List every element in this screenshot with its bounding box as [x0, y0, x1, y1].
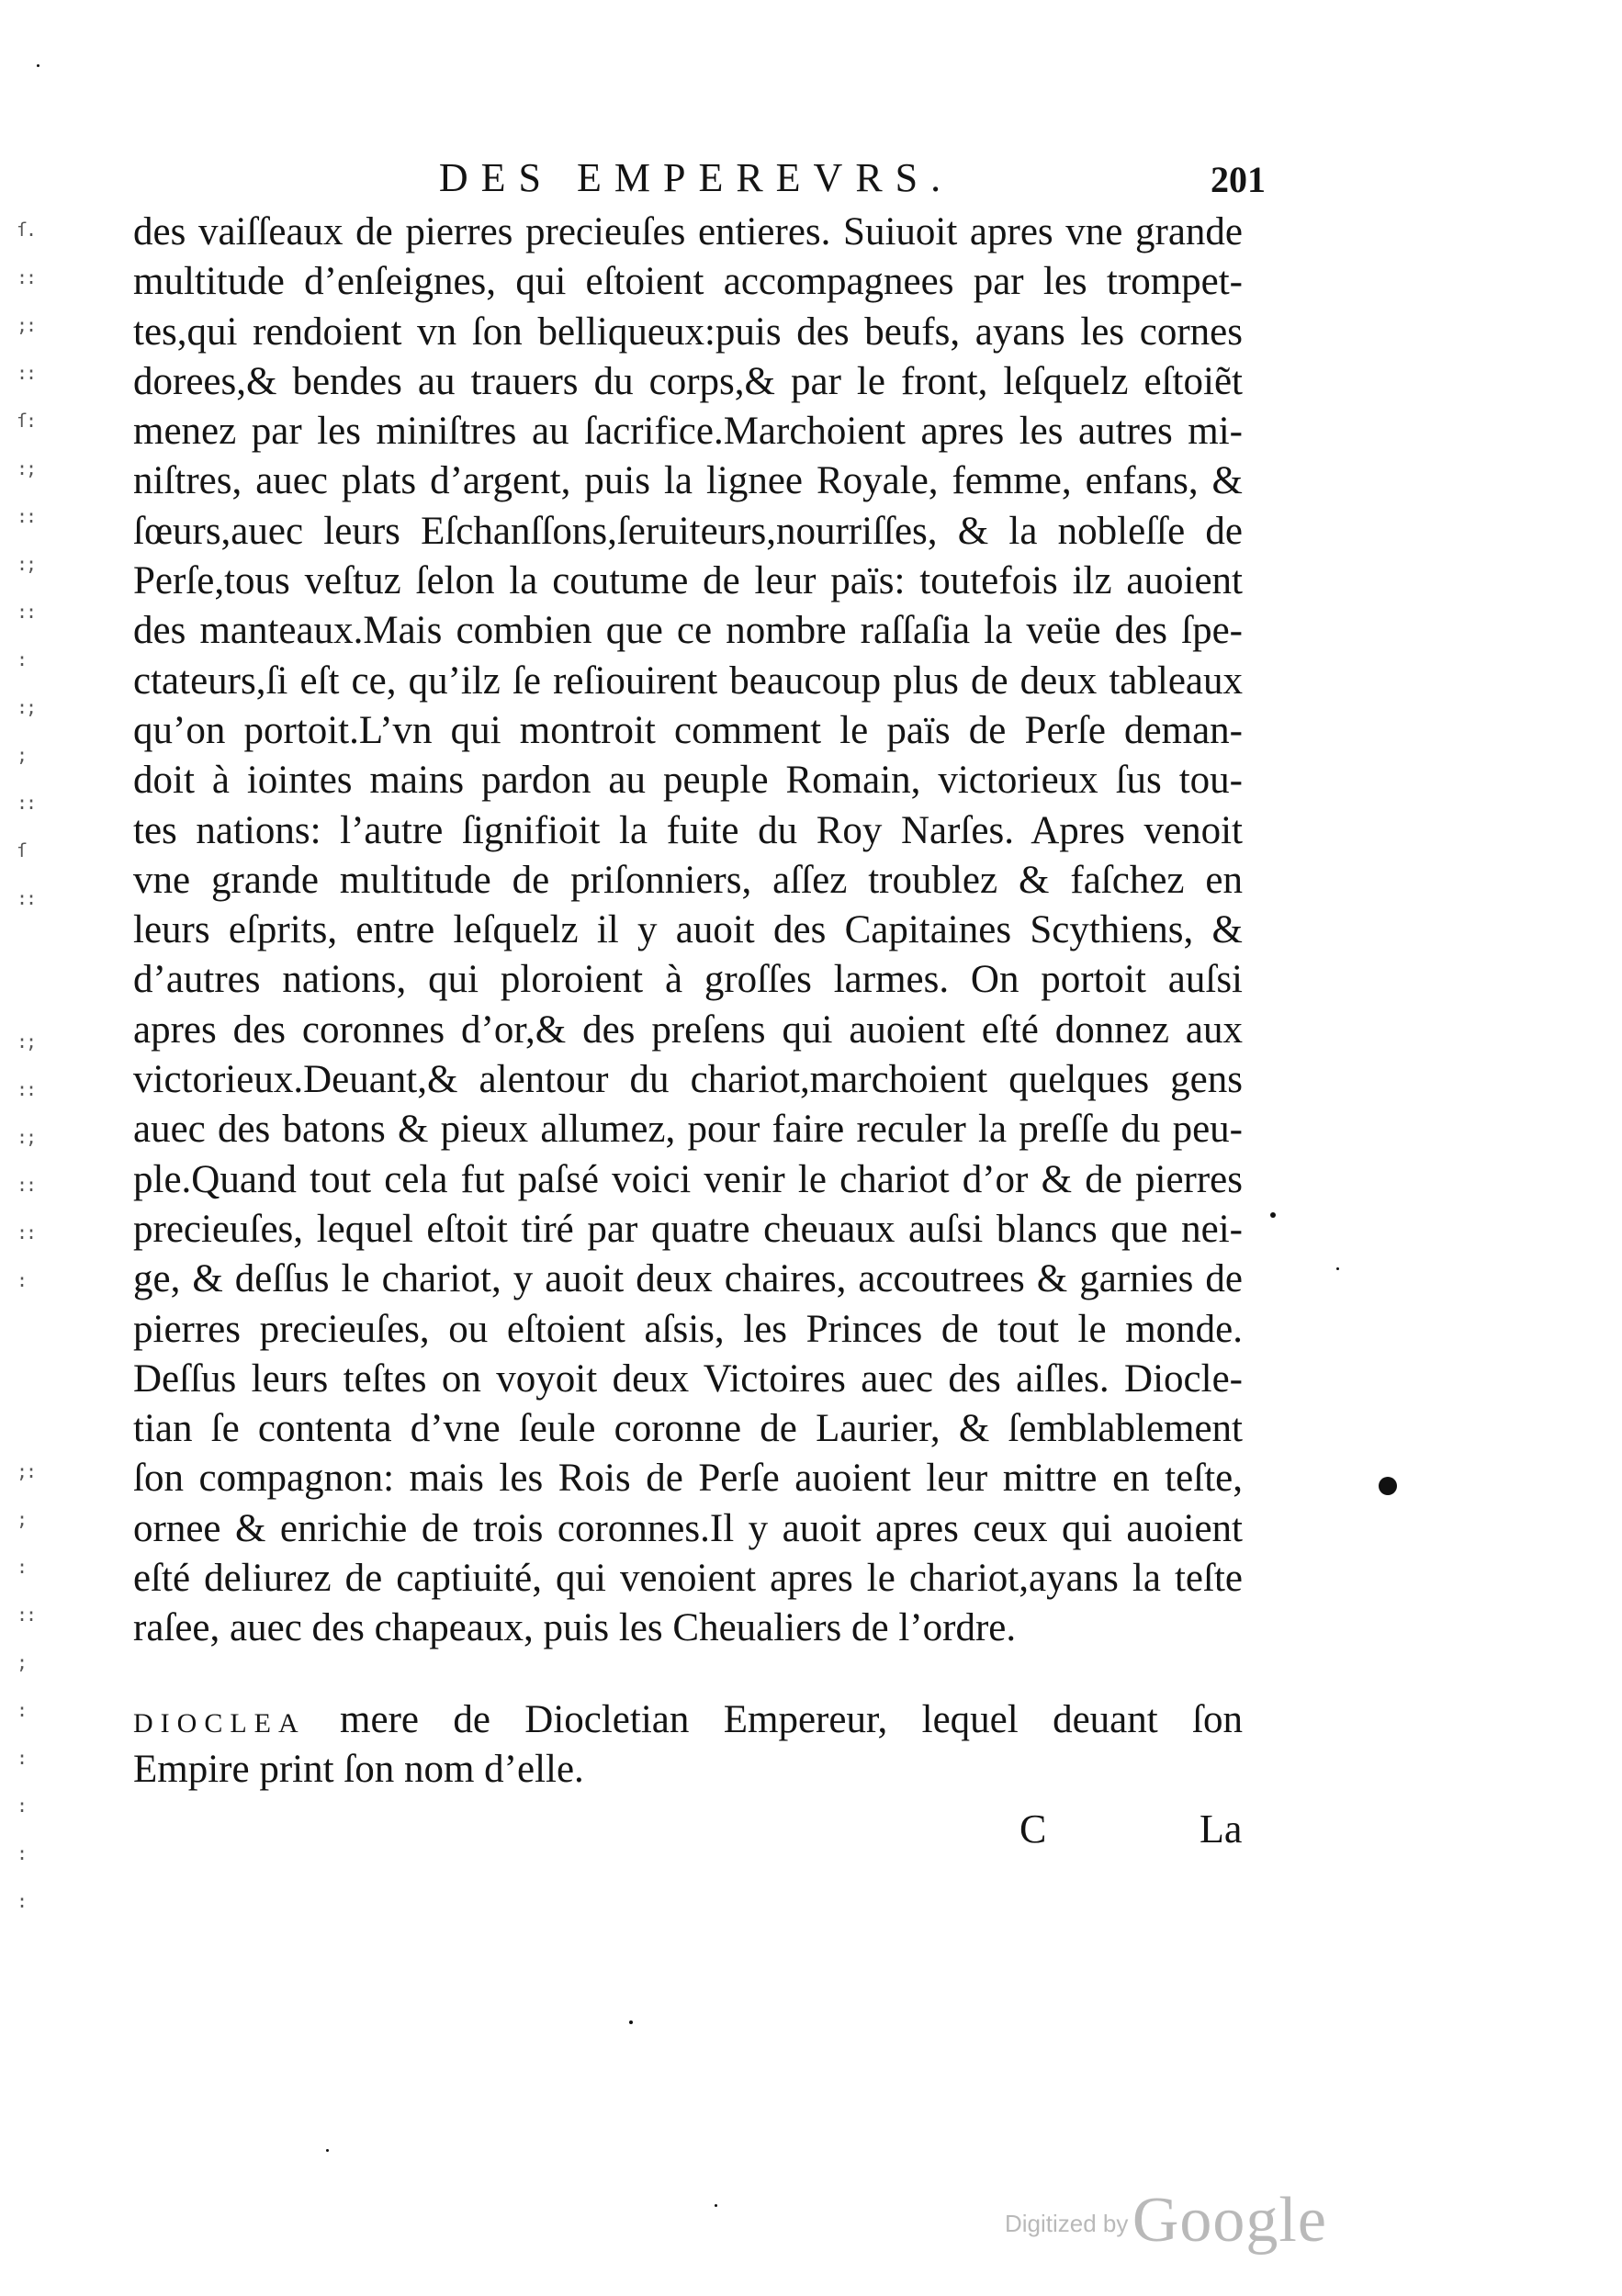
text-line: menez par les miniſtres au ſacrifice.Marchoient apres les autres mi- [133, 410, 1243, 454]
show-through-margin-marks: ſ. :: ;: :: ſ: :; :: :; :: : :; ; :: ſ :: :; :: :; :: :: : ;: ; : :: ; : : : : : [17, 219, 36, 1912]
body-paragraph [133, 208, 1243, 1654]
running-head: DES EMPEREVRS. [438, 155, 954, 200]
catchword: La [1200, 1806, 1243, 1851]
ink-speck [1336, 1267, 1339, 1270]
text-line: tes,qui rendoient vn ſon belliqueux:puis des beufs, ayans les cornes [133, 310, 1243, 354]
entry-headword: DIOCLEA [133, 1708, 306, 1739]
text-line: tes nations: l’autre ſignifioit la fuite du Roy Narſes. Apres venoit [133, 808, 1243, 852]
signature-mark: C [1019, 1806, 1047, 1851]
text-line: auec des batons & pieux allumez, pour faire reculer la preſſe du peu- [133, 1108, 1243, 1152]
text-line: niſtres, auec plats d’argent, puis la lignee Royale, femme, enfans, & [133, 459, 1243, 503]
text-line: qu’on portoit.L’vn qui montroit comment le païs de Perſe deman- [133, 708, 1243, 752]
text-line: dorees,& bendes au trauers du corps,& par le front, leſquelz eſtoiẽt [133, 359, 1243, 403]
google-logo: Google [1132, 2185, 1327, 2256]
text-line: ge, & deſſus le chariot, y auoit deux chaires, accoutrees & garnies de [133, 1257, 1243, 1301]
ink-speck [1270, 1212, 1276, 1218]
ink-speck [629, 2020, 633, 2024]
text-line: eſté deliurez de captiuité, qui venoient apres le chariot,ayans la teſte [133, 1557, 1243, 1601]
text-line: Deſſus leurs teſtes on voyoit deux Victoires auec des aiſles. Diocle- [133, 1356, 1243, 1401]
text-line: tian ſe contenta d’vne ſeule coronne de Laurier, & ſemblablement [133, 1407, 1243, 1451]
page-footer [1019, 1806, 1245, 1861]
text-line: ſon compagnon: mais les Rois de Perſe auoient leur mittre en teſte, [133, 1457, 1243, 1501]
entry-line [133, 1695, 1243, 1745]
ink-speck [37, 64, 39, 67]
page-number: 201 [1211, 159, 1266, 200]
text-line: victorieux.Deuant,& alentour du chariot,marchoient quelques gens [133, 1058, 1243, 1102]
ink-speck [715, 2204, 717, 2207]
text-line: des vaiſſeaux de pierres precieuſes entieres. Suiuoit apres vne grande [133, 210, 1243, 253]
watermark-prefix: Digitized by [1005, 2210, 1129, 2237]
text-line: ple.Quand tout cela fut paſsé voici venir le chariot d’or & de pierres [133, 1157, 1243, 1201]
text-line: ſœurs,auec leurs Eſchanſſons,ſeruiteurs,nourriſſes, & la nobleſſe de [133, 509, 1243, 553]
text-line: leurs eſprits, entre leſquelz il y auoit des Capitaines Scythiens, & [133, 908, 1243, 952]
entry-text: mere de Diocletian Empereur, lequel deuant ſon [340, 1698, 1243, 1741]
google-watermark [1005, 2184, 1327, 2257]
text-line: multitude d’enſeignes, qui eſtoient accompagnees par les trompet- [133, 260, 1243, 304]
text-line: doit à iointes mains pardon au peuple Romain, victorieux ſus tou- [133, 759, 1243, 803]
text-line: raſee, auec des chapeaux, puis les Cheualiers de l’ordre. [133, 1606, 1017, 1650]
text-line: vne grande multitude de priſonniers, aſſez troublez & faſchez en [133, 858, 1243, 902]
text-line: d’autres nations, qui ploroient à groſſes larmes. On portoit auſsi [133, 958, 1243, 1002]
text-line: precieuſes, lequel eſtoit tiré par quatre cheuaux auſsi blancs que nei- [133, 1207, 1243, 1251]
dioclea-entry [133, 1695, 1243, 1795]
text-line: des manteaux.Mais combien que ce nombre raſſaſia la veüe des ſpe- [133, 609, 1243, 653]
text-line: ornee & enrichie de trois coronnes.Il y auoit apres ceux qui auoient [133, 1506, 1243, 1550]
text-line: apres des coronnes d’or,& des preſens qui auoient eſté donnez aux [133, 1007, 1243, 1052]
ink-blot [1379, 1477, 1397, 1495]
text-line: ctateurs,ſi eſt ce, qu’ilz ſe reſiouirent beaucoup plus de deux tableaux [133, 658, 1243, 703]
entry-line: Empire print ſon nom d’elle. [133, 1748, 584, 1792]
ink-speck [326, 2149, 329, 2152]
text-line: pierres precieuſes, ou eſtoient aſsis, les Princes de tout le monde. [133, 1307, 1243, 1351]
text-line: Perſe,tous veſtuz ſelon la coutume de leur païs: toutefois ilz auoient [133, 559, 1243, 603]
